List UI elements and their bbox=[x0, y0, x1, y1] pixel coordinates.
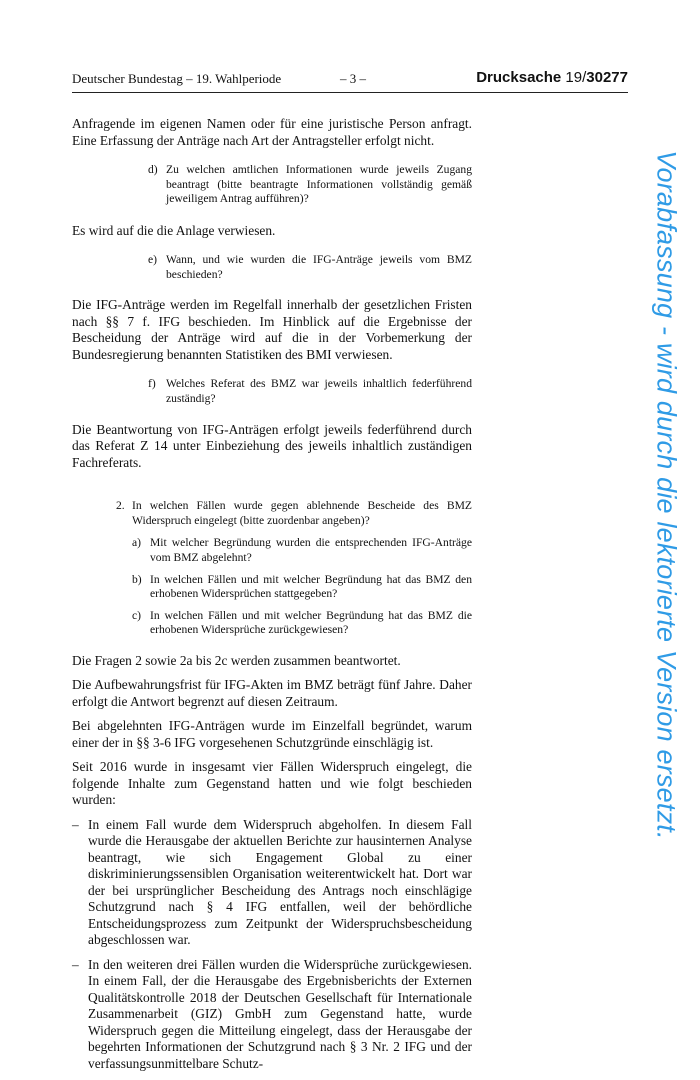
dash-marker: – bbox=[72, 816, 79, 832]
question-f bbox=[148, 377, 472, 406]
question-letter: c) bbox=[132, 608, 142, 622]
question-text: Zu welchen amtlichen Informationen wurde jeweils Zugang beantragt (bitte beantragte Informationen vollständig gemäß jeweiligem Antrag aufführen)? bbox=[166, 163, 472, 206]
question-d bbox=[148, 163, 472, 207]
question-letter: b) bbox=[132, 572, 142, 586]
question-letter: f) bbox=[148, 377, 156, 391]
document-number-value: 30277 bbox=[586, 69, 628, 86]
list-item bbox=[72, 817, 472, 949]
question-2c bbox=[132, 609, 472, 638]
paragraph: Seit 2016 wurde in insgesamt vier Fällen Widerspruch eingelegt, die folgende Inhalte zum Gegenstand hatten und wie folgt beschieden wurden: bbox=[72, 759, 472, 808]
document-number bbox=[476, 69, 628, 86]
question-text: In welchen Fällen und mit welcher Begründung hat das BMZ den erhobenen Widersprüchen stattgegeben? bbox=[150, 572, 472, 601]
paragraph: Die Aufbewahrungsfrist für IFG-Akten im BMZ beträgt fünf Jahre. Daher erfolgt die Antwort begrenzt auf diesen Zeitraum. bbox=[72, 677, 472, 709]
question-letter: d) bbox=[148, 163, 158, 176]
question-letter: e) bbox=[148, 253, 158, 267]
header-publication: Deutscher Bundestag – 19. Wahlperiode bbox=[72, 71, 282, 86]
question-text: In welchen Fällen und mit welcher Begründung hat das BMZ die erhobenen Widersprüche zurückgewiesen? bbox=[150, 608, 472, 637]
list-item bbox=[72, 957, 472, 1073]
question-text: In welchen Fällen wurde gegen ablehnende Bescheide des BMZ Widerspruch eingelegt (bitte zuordenbar angeben)? bbox=[132, 499, 472, 527]
question-e bbox=[148, 253, 472, 282]
question-letter: a) bbox=[132, 536, 142, 550]
dash-marker: – bbox=[72, 956, 79, 972]
question-2b bbox=[132, 573, 472, 602]
draft-watermark: Vorabfassung - wird durch die lektorierte Version ersetzt. bbox=[651, 150, 682, 840]
paragraph: Bei abgelehnten IFG-Anträgen wurde im Einzelfall begründet, warum einer der in §§ 3-6 IFG vorgesehenen Schutzgründe einschlägig ist. bbox=[72, 718, 472, 750]
paragraph: Es wird auf die die Anlage verwiesen. bbox=[72, 222, 276, 238]
question-number: 2. bbox=[116, 499, 125, 513]
question-text: Welches Referat des BMZ war jeweils inhaltlich federführend zuständig? bbox=[166, 377, 472, 406]
page-header bbox=[72, 70, 628, 93]
document-number-prefix: Drucksache bbox=[476, 69, 566, 86]
page-body bbox=[72, 116, 472, 1080]
list-item-text: In den weiteren drei Fällen wurden die Widersprüche zurückgewiesen. In einem Fall, der die Herausgabe des Ergebnisberichts der Externen Qualitätskontrolle 2018 der Deutschen Gesellschaft für Internationale Zusammenarbeit (GIZ) GmbH zum Gegenstand hatte, wurde Widerspruch gegen die Mitteilung eingelegt, dass der Herausgabe der begehrten Informationen der Schutzgrund nach § 3 Nr. 2 IFG und der verfassungsunmittelbare Schutz- bbox=[88, 956, 472, 1071]
paragraph: Die IFG-Anträge werden im Regelfall innerhalb der gesetzlichen Fristen nach §§ 7 f. IFG beschieden. Im Hinblick auf die Ergebnisse der Bescheidung der Anträge wird auf die in der Vorbemerkung der Bundesregierung benannten Statistiken des BMI verwiesen. bbox=[72, 297, 472, 362]
paragraph: Die Beantwortung von IFG-Anträgen erfolgt jeweils federführend durch das Referat Z 14 unter Einbeziehung des jeweils inhaltlich zuständigen Fachreferats. bbox=[72, 421, 472, 470]
question-text: Wann, und wie wurden die IFG-Anträge jeweils vom BMZ beschieden? bbox=[166, 253, 472, 281]
document-number-series: 19/ bbox=[565, 69, 587, 86]
question-2a bbox=[132, 536, 472, 565]
page-number: – 3 – bbox=[340, 71, 366, 86]
question-text: Mit welcher Begründung wurden die entsprechenden IFG-Anträge vom BMZ abgelehnt? bbox=[150, 536, 472, 564]
question-2 bbox=[116, 499, 472, 528]
list-item-text: In einem Fall wurde dem Widerspruch abgeholfen. In diesem Fall wurde die Herausgabe der aktuellen Berichte zur hausinternen Analyse beantragt, wie sich Engagement Global zu einer diskriminierungssensiblen Organisation weiterentwickelt hat. Dort war der bei ursprünglicher Bescheidung des Antrags noch einschlägige Schutzgrund nach § 4 IFG entfallen, weil der behördliche Entscheidungsprozess zum Zeitpunkt der Widerspruchsbescheidung abgeschlossen war. bbox=[88, 816, 472, 948]
paragraph: Die Fragen 2 sowie 2a bis 2c werden zusammen beantwortet. bbox=[72, 652, 401, 668]
paragraph: Anfragende im eigenen Namen oder für eine juristische Person anfragt. Eine Erfassung der Anträge nach Art der Antragsteller erfolgt nicht. bbox=[72, 116, 472, 148]
